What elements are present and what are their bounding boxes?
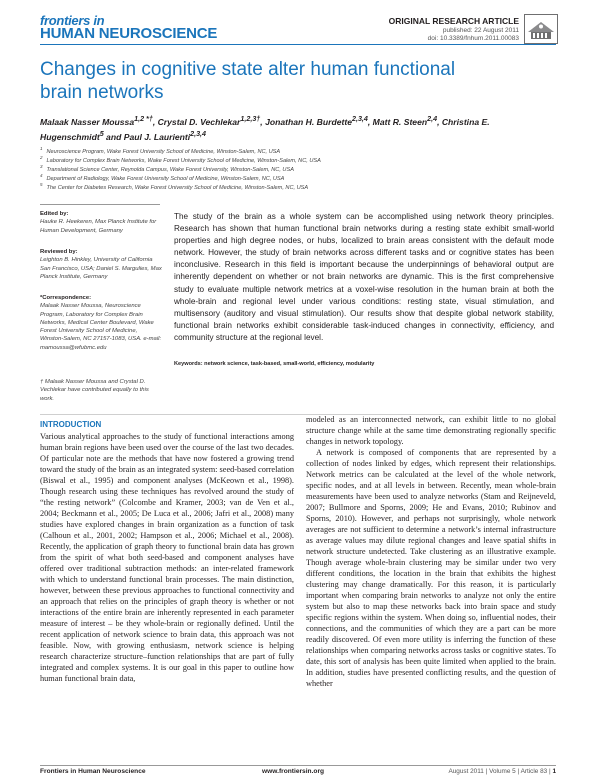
footer-journal: Frontiers in Human Neuroscience — [40, 768, 146, 775]
keywords — [174, 361, 554, 367]
abstract: The study of the brain as a whole system can be accomplished using network theory principles. Research has shown that human functional brain networks during a resting state exhibit small-world properties and high degree nodes, or hubs, localized to brain areas consistent with the default mode network. However, the study of brain networks across different tasks and or cognitive states has been inconclusive. Research in this field is important because the underpinnings of behavioral output are inherently dependent on whether or not brain networks are dynamic. This is the first comprehensive study to evaluate multiple network metrics at a voxel-wise resolution in the human brain at both the whole-brain and regional level under various conditions: resting state, visual stimulation, and multisensory (auditory and visual stimulation). Our results show that despite global network stability, functional brain networks exhibit considerable task-induced changes in connectivity, efficiency, and community structure at the regional level. — [174, 212, 554, 342]
doi: doi: 10.3389/fnhum.2011.00083 — [427, 35, 519, 42]
reviewed-by-label: Reviewed by: — [40, 249, 78, 255]
footer-website-link[interactable]: www.frontiersin.org — [262, 768, 325, 775]
correspondence-label: *Correspondence: — [40, 295, 92, 301]
header-rule — [40, 44, 556, 45]
sidebar-reviewed-by — [40, 248, 162, 281]
keywords-label: Keywords: — [174, 361, 203, 367]
footer-rule — [40, 765, 556, 766]
paragraph: A network is composed of components that are represented by a collection of nodes linked by edges, which represent their relationships. Network metrics can be calculated at the level of the whole network, specific nodes, and at all levels in between. Recently, mean whole-brain measurements have been used to analyze networks (Stam and Reijneveld, 2007; Bullmore and Sporns, 2009; He and Evans, 2010; Rubinov and Sporns, 2010). However, and perhaps not surprisingly, whole network averages are not sufficient to determine a network’s internal infrastructure as average values may dilute regional changes and leave spatial shifts in network structure undetected. Take clustering as an illustrative example. Though average whole-brain clustering may be similar under two very different conditions, the location in the brain that exhibits the highest clustering may change dramatically. For this reason, it is particularly important when comparing brain networks to analyze not only the entire system but also to map these networks back into brain space and study specific regions within the system. When doing so, influential nodes, their connections, and the communities of which they are a part can be more readily discovered. Of even more utility is inferring the function of these relationships when comparing networks across tasks or cognitive states. To date, this sort of analysis has been quite limited when applied to the brain. In addition, studies have presented conflicting results, and the question of whether — [306, 448, 556, 688]
article-type: ORIGINAL RESEARCH ARTICLE — [388, 16, 519, 26]
footer-issue-text: August 2011 | Volume 5 | Article 83 | — [448, 768, 551, 775]
frontiers-building-logo-icon — [524, 14, 558, 44]
sidebar-rule — [40, 204, 160, 205]
sidebar-note: † Malaak Nasser Moussa and Crystal D. Vechlekar have contributed equally to this work. — [40, 379, 149, 402]
correspondence-text: Malaak Nasser Moussa, Neuroscience Program, Laboratory for Complex Brain Networks, Medical Center Boulevard, Wake Forest University School of Medicine, Winston-Salem, NC 27157-1083, USA. e-mail: mamoussa@wfubmc.edu — [40, 303, 162, 351]
paragraph: modeled as an interconnected network, can exhibit little to no global structure change while at the same time demonstrating regionally specific changes in network topology. — [306, 415, 556, 446]
author-list: Malaak Nasser Moussa$^{1,2 *\dagger}$, Crystal D. Vechlekar$^{1,2,3\dagger}$, Jonathan H. Burdette$^{2,3,4}$, Matt R. Steen$^{2,4}$, Christina E. Hugenschmidt$^5$ and Paul J. Laurienti$^{2,3,4}$ — [40, 115, 490, 142]
sidebar-edited-by — [40, 210, 162, 235]
edited-by-label: Edited by: — [40, 211, 69, 217]
affiliation-2: $^2$Laboratory for Complex Brain Networks, Wake Forest University School of Medicine, Winston-Salem, NC, USA — [40, 155, 321, 164]
body-column-left — [40, 431, 294, 684]
article-title: Changes in cognitive state alter human functional brain networks — [40, 59, 456, 103]
footer-issue — [448, 768, 556, 775]
affiliation-3: $^3$Translational Science Center, Reynolda Campus, Wake Forest University, Winston-Salem, NC, USA — [40, 164, 294, 173]
edited-by-text: Hauke R. Heekeren, Max Planck Institute for Human Development, Germany — [40, 219, 157, 234]
section-heading-introduction: INTRODUCTION — [40, 420, 102, 429]
page-number: 1 — [552, 768, 556, 775]
journal-name-top: frontiers in — [40, 13, 105, 28]
journal-name-bottom: HUMAN NEUROSCIENCE — [40, 25, 218, 42]
body-column-right — [306, 414, 556, 689]
reviewed-by-text: Leighton B. Hinkley, University of California San Francisco, USA; Daniel S. Margulies, Max Planck Institute, Germany — [40, 257, 162, 280]
affiliation-1: $^1$Neuroscience Program, Wake Forest University School of Medicine, Winston-Salem, NC, USA — [40, 146, 281, 155]
affiliation-5: $^5$The Center for Diabetes Research, Wake Forest University School of Medicine, Winston-Salem, NC, USA — [40, 182, 309, 191]
published-date: published: 22 August 2011 — [442, 27, 519, 34]
affiliation-4: $^4$Department of Radiology, Wake Forest University School of Medicine, Winston-Salem, NC, USA — [40, 173, 285, 182]
sidebar-correspondence — [40, 294, 162, 352]
keywords-text: network science, task-based, small-world, efficiency, modularity — [204, 361, 375, 367]
paragraph: Various analytical approaches to the study of functional interactions among human brain regions have been used over the course of the last two decades. Of particular note are the methods that have now fostered a growing trend toward the study of the brain as an integrated system: seed-based correlation (Biswal et al., 1995) and component analyses (McKeown et al., 1998). Though research using these techniques has revolved around the study of “the resting network” (Colcombe and Kramer, 2003; van de Ven et al., 2004; Beckmann et al., 2005; De Luca et al., 2006; Jafri et al., 2008) many studies have explored changes in brain organization as a function of task (Calhoun et al., 2001, 2002; Hampson et al., 2006; Michael et al., 2008). Recently, the application of graph theory to functional brain data has grown from the spirit of what both seed-based and component analyses have offered over traditional subtraction methods: an inter-related framework with which to understand functional brain processes. The main distinction, however, between these previous approaches to functional connectivity and an approach that relies on the principles of graph theory is whether or not interactions of the entire brain are inherently represented in each parameter measure of interest – be they whole-brain or regionally defined. Until the recent application of network science to brain data, this approach was not feasible. Now, with growing enthusiasm, network science is helping research characterize structure–function relationships that are part of fully integrated and complex systems. It is our goal in this paper to outline how human functional brain data, — [40, 432, 294, 683]
